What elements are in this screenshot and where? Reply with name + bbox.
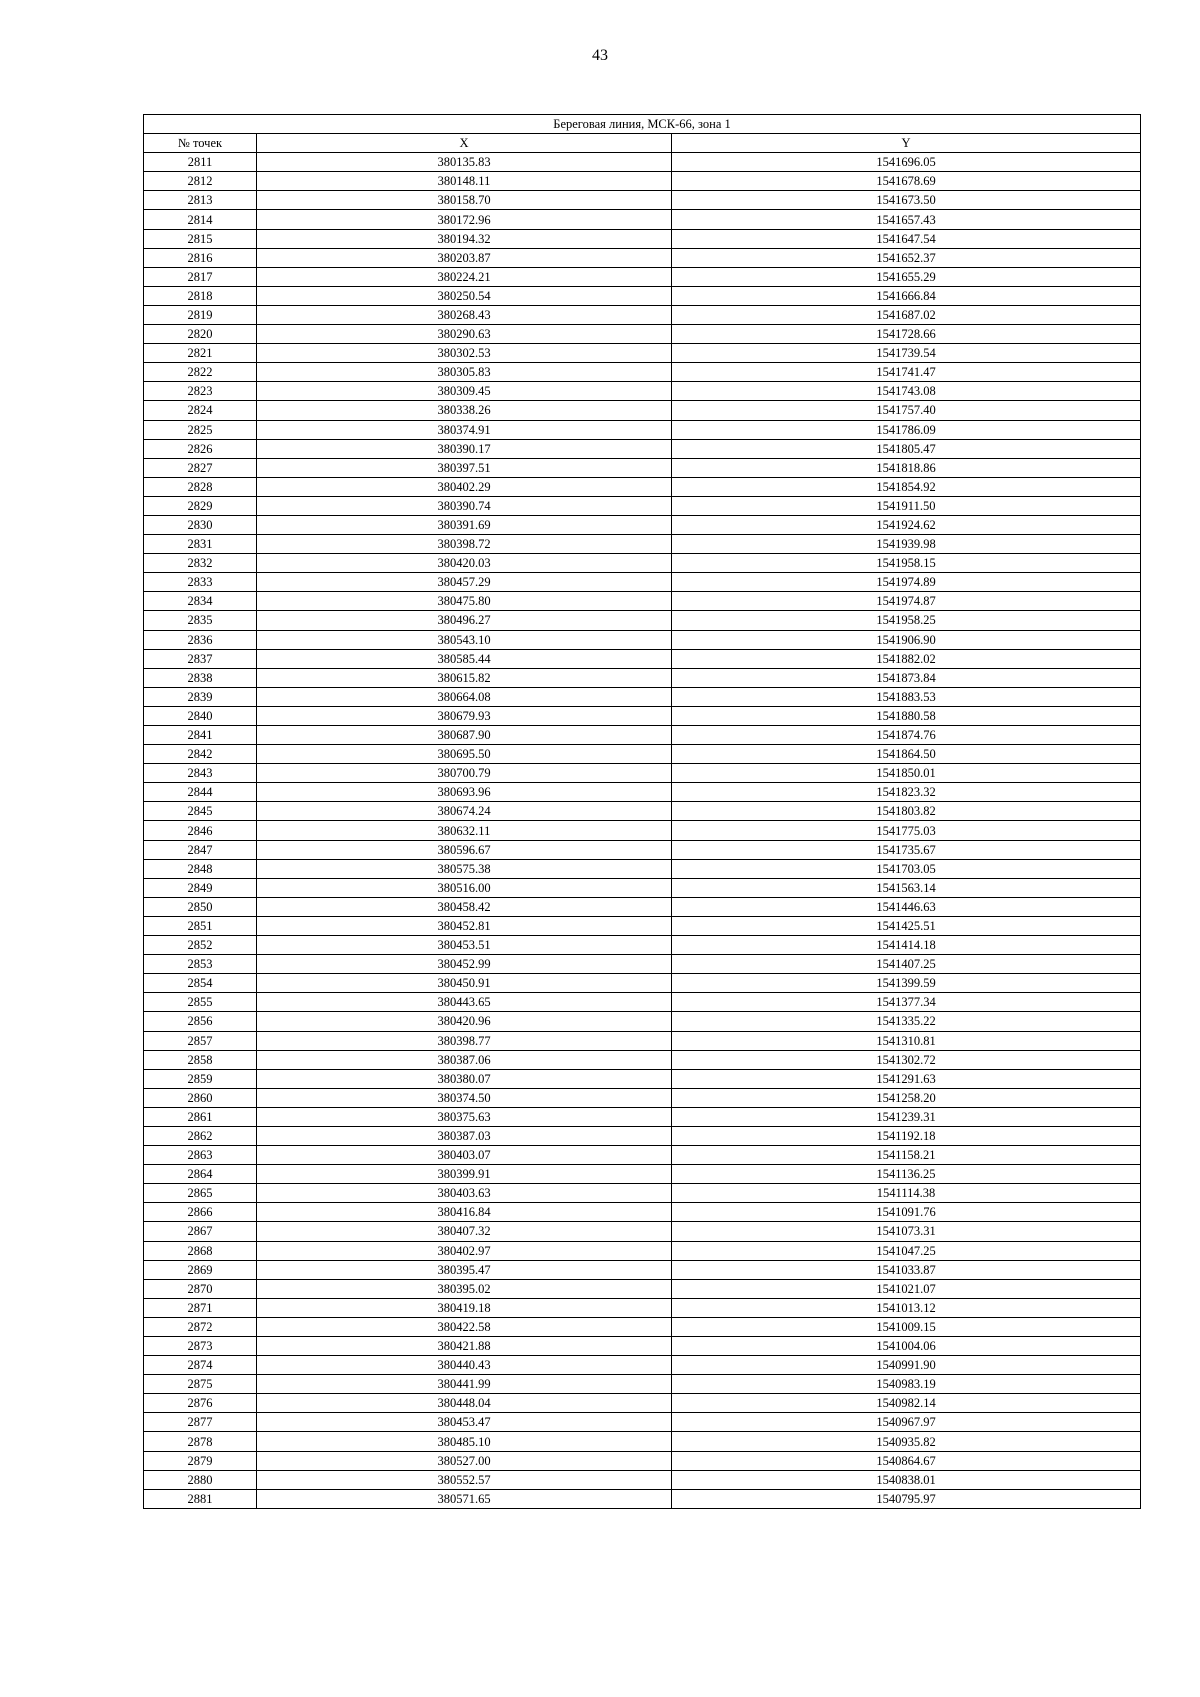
point-number-cell: 2879: [144, 1451, 257, 1470]
x-coordinate-cell: 380420.96: [257, 1012, 672, 1031]
y-coordinate-cell: 1541678.69: [672, 172, 1141, 191]
y-coordinate-cell: 1541647.54: [672, 229, 1141, 248]
x-coordinate-cell: 380421.88: [257, 1337, 672, 1356]
y-coordinate-cell: 1541882.02: [672, 649, 1141, 668]
table-row: [144, 1260, 1141, 1279]
y-coordinate-cell: 1541958.15: [672, 554, 1141, 573]
y-coordinate-cell: 1541302.72: [672, 1050, 1141, 1069]
x-coordinate-cell: 380693.96: [257, 783, 672, 802]
point-number-cell: 2821: [144, 344, 257, 363]
table-row: [144, 745, 1141, 764]
table-row: [144, 229, 1141, 248]
table-title-row: [144, 115, 1141, 134]
x-coordinate-cell: 380485.10: [257, 1432, 672, 1451]
x-coordinate-cell: 380448.04: [257, 1394, 672, 1413]
table-row: [144, 1470, 1141, 1489]
y-coordinate-cell: 1540864.67: [672, 1451, 1141, 1470]
x-coordinate-cell: 380250.54: [257, 286, 672, 305]
table-row: [144, 687, 1141, 706]
x-coordinate-cell: 380403.07: [257, 1146, 672, 1165]
point-number-cell: 2843: [144, 764, 257, 783]
point-number-cell: 2817: [144, 267, 257, 286]
table-row: [144, 783, 1141, 802]
table-row: [144, 363, 1141, 382]
table-row: [144, 706, 1141, 725]
x-coordinate-cell: 380375.63: [257, 1107, 672, 1126]
y-coordinate-cell: 1541739.54: [672, 344, 1141, 363]
x-coordinate-cell: 380158.70: [257, 191, 672, 210]
table-row: [144, 344, 1141, 363]
table-row: [144, 248, 1141, 267]
x-coordinate-cell: 380268.43: [257, 305, 672, 324]
y-coordinate-cell: 1541399.59: [672, 974, 1141, 993]
x-coordinate-cell: 380391.69: [257, 515, 672, 534]
x-coordinate-cell: 380596.67: [257, 840, 672, 859]
y-coordinate-cell: 1541666.84: [672, 286, 1141, 305]
x-coordinate-cell: 380552.57: [257, 1470, 672, 1489]
x-coordinate-cell: 380441.99: [257, 1375, 672, 1394]
page-number: 43: [592, 47, 608, 64]
table-row: [144, 477, 1141, 496]
point-number-cell: 2855: [144, 993, 257, 1012]
y-coordinate-cell: 1541786.09: [672, 420, 1141, 439]
table-header-row: [144, 134, 1141, 153]
table-body: [144, 153, 1141, 1509]
table-row: [144, 1451, 1141, 1470]
x-coordinate-cell: 380516.00: [257, 878, 672, 897]
table-row: [144, 535, 1141, 554]
point-number-cell: 2833: [144, 573, 257, 592]
table-row: [144, 1317, 1141, 1336]
y-coordinate-cell: 1541425.51: [672, 916, 1141, 935]
table-row: [144, 573, 1141, 592]
x-coordinate-cell: 380395.02: [257, 1279, 672, 1298]
y-coordinate-cell: 1541873.84: [672, 668, 1141, 687]
y-coordinate-cell: 1541021.07: [672, 1279, 1141, 1298]
point-number-cell: 2837: [144, 649, 257, 668]
x-coordinate-cell: 380172.96: [257, 210, 672, 229]
table-row: [144, 916, 1141, 935]
y-coordinate-cell: 1541974.89: [672, 573, 1141, 592]
y-coordinate-cell: 1541823.32: [672, 783, 1141, 802]
y-coordinate-cell: 1541818.86: [672, 458, 1141, 477]
x-coordinate-cell: 380380.07: [257, 1069, 672, 1088]
coordinates-table: [143, 114, 1141, 1509]
x-coordinate-cell: 380290.63: [257, 325, 672, 344]
table-row: [144, 1184, 1141, 1203]
y-coordinate-cell: 1541091.76: [672, 1203, 1141, 1222]
y-coordinate-cell: 1541939.98: [672, 535, 1141, 554]
table-row: [144, 267, 1141, 286]
y-coordinate-cell: 1540795.97: [672, 1489, 1141, 1508]
x-coordinate-cell: 380302.53: [257, 344, 672, 363]
x-coordinate-cell: 380416.84: [257, 1203, 672, 1222]
table-row: [144, 1050, 1141, 1069]
x-coordinate-cell: 380395.47: [257, 1260, 672, 1279]
point-number-cell: 2870: [144, 1279, 257, 1298]
point-number-cell: 2856: [144, 1012, 257, 1031]
y-coordinate-cell: 1540838.01: [672, 1470, 1141, 1489]
point-number-cell: 2840: [144, 706, 257, 725]
y-coordinate-cell: 1541974.87: [672, 592, 1141, 611]
point-number-cell: 2811: [144, 153, 257, 172]
point-number-cell: 2826: [144, 439, 257, 458]
y-coordinate-cell: 1541703.05: [672, 859, 1141, 878]
point-number-cell: 2831: [144, 535, 257, 554]
point-number-cell: 2880: [144, 1470, 257, 1489]
point-number-cell: 2863: [144, 1146, 257, 1165]
table-row: [144, 210, 1141, 229]
y-coordinate-cell: 1540983.19: [672, 1375, 1141, 1394]
x-coordinate-cell: 380387.03: [257, 1126, 672, 1145]
y-coordinate-cell: 1541652.37: [672, 248, 1141, 267]
x-coordinate-cell: 380397.51: [257, 458, 672, 477]
x-coordinate-cell: 380700.79: [257, 764, 672, 783]
y-coordinate-cell: 1541377.34: [672, 993, 1141, 1012]
x-coordinate-cell: 380420.03: [257, 554, 672, 573]
point-number-cell: 2853: [144, 955, 257, 974]
y-coordinate-cell: 1541655.29: [672, 267, 1141, 286]
x-coordinate-cell: 380458.42: [257, 897, 672, 916]
table-row: [144, 554, 1141, 573]
y-coordinate-cell: 1541009.15: [672, 1317, 1141, 1336]
y-coordinate-cell: 1541874.76: [672, 726, 1141, 745]
y-coordinate-cell: 1541004.06: [672, 1337, 1141, 1356]
y-coordinate-cell: 1541414.18: [672, 936, 1141, 955]
table-row: [144, 382, 1141, 401]
y-coordinate-cell: 1541033.87: [672, 1260, 1141, 1279]
x-coordinate-cell: 380475.80: [257, 592, 672, 611]
x-coordinate-cell: 380543.10: [257, 630, 672, 649]
point-number-cell: 2820: [144, 325, 257, 344]
table-row: [144, 439, 1141, 458]
table-row: [144, 1146, 1141, 1165]
point-number-cell: 2823: [144, 382, 257, 401]
table-row: [144, 1337, 1141, 1356]
point-number-cell: 2828: [144, 477, 257, 496]
y-coordinate-cell: 1541158.21: [672, 1146, 1141, 1165]
point-number-cell: 2842: [144, 745, 257, 764]
y-coordinate-cell: 1541258.20: [672, 1088, 1141, 1107]
y-coordinate-cell: 1541310.81: [672, 1031, 1141, 1050]
table-row: [144, 1489, 1141, 1508]
table-row: [144, 286, 1141, 305]
point-number-cell: 2871: [144, 1298, 257, 1317]
table-row: [144, 993, 1141, 1012]
point-number-cell: 2815: [144, 229, 257, 248]
y-coordinate-cell: 1541013.12: [672, 1298, 1141, 1317]
x-coordinate-cell: 380403.63: [257, 1184, 672, 1203]
table-row: [144, 1165, 1141, 1184]
x-coordinate-cell: 380338.26: [257, 401, 672, 420]
point-number-cell: 2851: [144, 916, 257, 935]
y-coordinate-cell: 1541741.47: [672, 363, 1141, 382]
point-number-cell: 2841: [144, 726, 257, 745]
table-row: [144, 1356, 1141, 1375]
x-coordinate-cell: 380453.51: [257, 936, 672, 955]
point-number-cell: 2852: [144, 936, 257, 955]
header-x: X: [257, 134, 672, 153]
x-coordinate-cell: 380496.27: [257, 611, 672, 630]
y-coordinate-cell: 1540935.82: [672, 1432, 1141, 1451]
point-number-cell: 2881: [144, 1489, 257, 1508]
x-coordinate-cell: 380374.50: [257, 1088, 672, 1107]
x-coordinate-cell: 380305.83: [257, 363, 672, 382]
table-row: [144, 592, 1141, 611]
point-number-cell: 2822: [144, 363, 257, 382]
table-row: [144, 1279, 1141, 1298]
x-coordinate-cell: 380527.00: [257, 1451, 672, 1470]
table-row: [144, 1432, 1141, 1451]
x-coordinate-cell: 380452.81: [257, 916, 672, 935]
y-coordinate-cell: 1541880.58: [672, 706, 1141, 725]
point-number-cell: 2824: [144, 401, 257, 420]
table-row: [144, 458, 1141, 477]
y-coordinate-cell: 1541136.25: [672, 1165, 1141, 1184]
table-row: [144, 1203, 1141, 1222]
point-number-cell: 2812: [144, 172, 257, 191]
y-coordinate-cell: 1541291.63: [672, 1069, 1141, 1088]
table-row: [144, 649, 1141, 668]
point-number-cell: 2849: [144, 878, 257, 897]
y-coordinate-cell: 1541239.31: [672, 1107, 1141, 1126]
point-number-cell: 2858: [144, 1050, 257, 1069]
point-number-cell: 2875: [144, 1375, 257, 1394]
point-number-cell: 2832: [144, 554, 257, 573]
point-number-cell: 2814: [144, 210, 257, 229]
point-number-cell: 2847: [144, 840, 257, 859]
point-number-cell: 2866: [144, 1203, 257, 1222]
point-number-cell: 2829: [144, 496, 257, 515]
point-number-cell: 2838: [144, 668, 257, 687]
y-coordinate-cell: 1540982.14: [672, 1394, 1141, 1413]
y-coordinate-cell: 1540967.97: [672, 1413, 1141, 1432]
table-row: [144, 802, 1141, 821]
table-row: [144, 420, 1141, 439]
point-number-cell: 2867: [144, 1222, 257, 1241]
x-coordinate-cell: 380398.72: [257, 535, 672, 554]
table-row: [144, 325, 1141, 344]
y-coordinate-cell: 1541883.53: [672, 687, 1141, 706]
point-number-cell: 2878: [144, 1432, 257, 1451]
x-coordinate-cell: 380452.99: [257, 955, 672, 974]
table-row: [144, 1241, 1141, 1260]
table-row: [144, 1088, 1141, 1107]
x-coordinate-cell: 380450.91: [257, 974, 672, 993]
table-row: [144, 897, 1141, 916]
y-coordinate-cell: 1541673.50: [672, 191, 1141, 210]
table-row: [144, 1012, 1141, 1031]
table-row: [144, 955, 1141, 974]
y-coordinate-cell: 1541696.05: [672, 153, 1141, 172]
y-coordinate-cell: 1541854.92: [672, 477, 1141, 496]
y-coordinate-cell: 1541335.22: [672, 1012, 1141, 1031]
y-coordinate-cell: 1541805.47: [672, 439, 1141, 458]
point-number-cell: 2846: [144, 821, 257, 840]
table-row: [144, 1413, 1141, 1432]
table-row: [144, 878, 1141, 897]
x-coordinate-cell: 380402.29: [257, 477, 672, 496]
point-number-cell: 2850: [144, 897, 257, 916]
y-coordinate-cell: 1541114.38: [672, 1184, 1141, 1203]
point-number-cell: 2818: [144, 286, 257, 305]
point-number-cell: 2862: [144, 1126, 257, 1145]
table-row: [144, 859, 1141, 878]
x-coordinate-cell: 380664.08: [257, 687, 672, 706]
table-row: [144, 611, 1141, 630]
x-coordinate-cell: 380224.21: [257, 267, 672, 286]
x-coordinate-cell: 380575.38: [257, 859, 672, 878]
table-row: [144, 1375, 1141, 1394]
x-coordinate-cell: 380390.74: [257, 496, 672, 515]
x-coordinate-cell: 380135.83: [257, 153, 672, 172]
point-number-cell: 2816: [144, 248, 257, 267]
x-coordinate-cell: 380422.58: [257, 1317, 672, 1336]
table-row: [144, 496, 1141, 515]
y-coordinate-cell: 1541743.08: [672, 382, 1141, 401]
x-coordinate-cell: 380632.11: [257, 821, 672, 840]
point-number-cell: 2872: [144, 1317, 257, 1336]
y-coordinate-cell: 1541850.01: [672, 764, 1141, 783]
x-coordinate-cell: 380374.91: [257, 420, 672, 439]
table-row: [144, 974, 1141, 993]
x-coordinate-cell: 380453.47: [257, 1413, 672, 1432]
x-coordinate-cell: 380679.93: [257, 706, 672, 725]
x-coordinate-cell: 380419.18: [257, 1298, 672, 1317]
table-row: [144, 840, 1141, 859]
point-number-cell: 2865: [144, 1184, 257, 1203]
point-number-cell: 2876: [144, 1394, 257, 1413]
x-coordinate-cell: 380398.77: [257, 1031, 672, 1050]
x-coordinate-cell: 380309.45: [257, 382, 672, 401]
y-coordinate-cell: 1541864.50: [672, 745, 1141, 764]
table-row: [144, 764, 1141, 783]
table-title: Береговая линия, МСК-66, зона 1: [144, 115, 1141, 134]
point-number-cell: 2869: [144, 1260, 257, 1279]
table-row: [144, 821, 1141, 840]
table-row: [144, 1031, 1141, 1050]
point-number-cell: 2839: [144, 687, 257, 706]
y-coordinate-cell: 1541906.90: [672, 630, 1141, 649]
x-coordinate-cell: 380203.87: [257, 248, 672, 267]
point-number-cell: 2834: [144, 592, 257, 611]
x-coordinate-cell: 380457.29: [257, 573, 672, 592]
x-coordinate-cell: 380615.82: [257, 668, 672, 687]
x-coordinate-cell: 380390.17: [257, 439, 672, 458]
table-row: [144, 305, 1141, 324]
table-row: [144, 668, 1141, 687]
x-coordinate-cell: 380407.32: [257, 1222, 672, 1241]
y-coordinate-cell: 1541775.03: [672, 821, 1141, 840]
table-row: [144, 401, 1141, 420]
point-number-cell: 2854: [144, 974, 257, 993]
x-coordinate-cell: 380440.43: [257, 1356, 672, 1375]
y-coordinate-cell: 1541687.02: [672, 305, 1141, 324]
point-number-cell: 2848: [144, 859, 257, 878]
table-row: [144, 1222, 1141, 1241]
x-coordinate-cell: 380687.90: [257, 726, 672, 745]
x-coordinate-cell: 380571.65: [257, 1489, 672, 1508]
y-coordinate-cell: 1541657.43: [672, 210, 1141, 229]
point-number-cell: 2861: [144, 1107, 257, 1126]
point-number-cell: 2830: [144, 515, 257, 534]
y-coordinate-cell: 1541073.31: [672, 1222, 1141, 1241]
y-coordinate-cell: 1541407.25: [672, 955, 1141, 974]
table-row: [144, 936, 1141, 955]
point-number-cell: 2874: [144, 1356, 257, 1375]
table-row: [144, 630, 1141, 649]
point-number-cell: 2845: [144, 802, 257, 821]
y-coordinate-cell: 1541757.40: [672, 401, 1141, 420]
point-number-cell: 2819: [144, 305, 257, 324]
point-number-cell: 2827: [144, 458, 257, 477]
header-point-number: № точек: [144, 134, 257, 153]
point-number-cell: 2857: [144, 1031, 257, 1050]
point-number-cell: 2873: [144, 1337, 257, 1356]
y-coordinate-cell: 1541728.66: [672, 325, 1141, 344]
point-number-cell: 2835: [144, 611, 257, 630]
table-row: [144, 172, 1141, 191]
table-row: [144, 1126, 1141, 1145]
table-row: [144, 1298, 1141, 1317]
point-number-cell: 2864: [144, 1165, 257, 1184]
table-row: [144, 191, 1141, 210]
x-coordinate-cell: 380387.06: [257, 1050, 672, 1069]
x-coordinate-cell: 380402.97: [257, 1241, 672, 1260]
y-coordinate-cell: 1540991.90: [672, 1356, 1141, 1375]
point-number-cell: 2860: [144, 1088, 257, 1107]
table-row: [144, 726, 1141, 745]
point-number-cell: 2877: [144, 1413, 257, 1432]
point-number-cell: 2813: [144, 191, 257, 210]
x-coordinate-cell: 380674.24: [257, 802, 672, 821]
x-coordinate-cell: 380695.50: [257, 745, 672, 764]
table-row: [144, 1394, 1141, 1413]
y-coordinate-cell: 1541924.62: [672, 515, 1141, 534]
y-coordinate-cell: 1541563.14: [672, 878, 1141, 897]
point-number-cell: 2859: [144, 1069, 257, 1088]
point-number-cell: 2868: [144, 1241, 257, 1260]
y-coordinate-cell: 1541911.50: [672, 496, 1141, 515]
x-coordinate-cell: 380148.11: [257, 172, 672, 191]
x-coordinate-cell: 380399.91: [257, 1165, 672, 1184]
x-coordinate-cell: 380585.44: [257, 649, 672, 668]
header-y: Y: [672, 134, 1141, 153]
point-number-cell: 2836: [144, 630, 257, 649]
x-coordinate-cell: 380443.65: [257, 993, 672, 1012]
point-number-cell: 2844: [144, 783, 257, 802]
y-coordinate-cell: 1541958.25: [672, 611, 1141, 630]
x-coordinate-cell: 380194.32: [257, 229, 672, 248]
y-coordinate-cell: 1541803.82: [672, 802, 1141, 821]
y-coordinate-cell: 1541446.63: [672, 897, 1141, 916]
table-row: [144, 153, 1141, 172]
table-row: [144, 515, 1141, 534]
point-number-cell: 2825: [144, 420, 257, 439]
table-row: [144, 1069, 1141, 1088]
y-coordinate-cell: 1541047.25: [672, 1241, 1141, 1260]
y-coordinate-cell: 1541192.18: [672, 1126, 1141, 1145]
table-row: [144, 1107, 1141, 1126]
y-coordinate-cell: 1541735.67: [672, 840, 1141, 859]
